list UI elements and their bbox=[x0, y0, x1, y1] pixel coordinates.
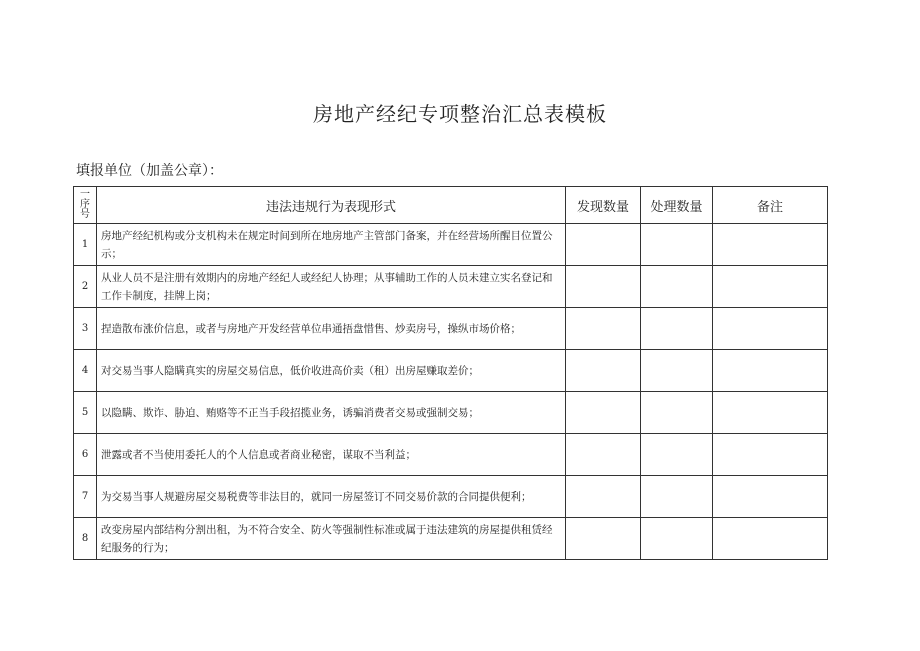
row-text: 改变房屋内部结构分割出租，为不符合安全、防火等强制性标准或属于违法建筑的房屋提供租赁经纪服务的行为； bbox=[97, 518, 566, 560]
found-cell[interactable] bbox=[566, 308, 641, 350]
handled-cell[interactable] bbox=[641, 224, 713, 266]
row-no: 5 bbox=[74, 392, 97, 434]
row-no: 1 bbox=[74, 224, 97, 266]
table-row bbox=[74, 308, 828, 350]
remarks-cell[interactable] bbox=[713, 266, 828, 308]
header-behavior: 违法违规行为表现形式 bbox=[97, 187, 566, 224]
row-no: 7 bbox=[74, 476, 97, 518]
handled-cell[interactable] bbox=[641, 476, 713, 518]
remarks-cell[interactable] bbox=[713, 224, 828, 266]
found-cell[interactable] bbox=[566, 434, 641, 476]
row-text: 房地产经纪机构或分支机构未在规定时间到所在地房地产主管部门备案，并在经营场所醒目位置公示； bbox=[97, 224, 566, 266]
handled-cell[interactable] bbox=[641, 392, 713, 434]
remarks-cell[interactable] bbox=[713, 434, 828, 476]
table-row bbox=[74, 224, 828, 266]
row-text: 以隐瞒、欺诈、胁迫、贿赂等不正当手段招揽业务，诱骗消费者交易或强制交易； bbox=[97, 392, 566, 434]
handled-cell[interactable] bbox=[641, 434, 713, 476]
header-no-label: 序号 bbox=[80, 199, 90, 220]
row-no: 2 bbox=[74, 266, 97, 308]
handled-cell[interactable] bbox=[641, 266, 713, 308]
found-cell[interactable] bbox=[566, 476, 641, 518]
table-row bbox=[74, 476, 828, 518]
header-remarks: 备注 bbox=[713, 187, 828, 224]
row-text: 从业人员不是注册有效期内的房地产经纪人或经纪人协理；从事辅助工作的人员未建立实名登记和工作卡制度，挂牌上岗； bbox=[97, 266, 566, 308]
row-no: 3 bbox=[74, 308, 97, 350]
table-row bbox=[74, 392, 828, 434]
table-row bbox=[74, 434, 828, 476]
row-no: 8 bbox=[74, 518, 97, 560]
row-text: 泄露或者不当使用委托人的个人信息或者商业秘密，谋取不当利益； bbox=[97, 434, 566, 476]
header-handled: 处理数量 bbox=[641, 187, 713, 224]
row-no: 6 bbox=[74, 434, 97, 476]
remarks-cell[interactable] bbox=[713, 518, 828, 560]
remarks-cell[interactable] bbox=[713, 308, 828, 350]
found-cell[interactable] bbox=[566, 392, 641, 434]
remarks-cell[interactable] bbox=[713, 350, 828, 392]
found-cell[interactable] bbox=[566, 266, 641, 308]
header-no-mark: 一 bbox=[80, 189, 90, 200]
remarks-cell[interactable] bbox=[713, 476, 828, 518]
reporting-unit-label: 填报单位（加盖公章）： bbox=[76, 163, 223, 179]
row-no: 4 bbox=[74, 350, 97, 392]
summary-table bbox=[73, 186, 828, 560]
found-cell[interactable] bbox=[566, 518, 641, 560]
row-text: 对交易当事人隐瞒真实的房屋交易信息，低价收进高价卖（租）出房屋赚取差价； bbox=[97, 350, 566, 392]
table-row bbox=[74, 518, 828, 560]
handled-cell[interactable] bbox=[641, 350, 713, 392]
row-text: 为交易当事人规避房屋交易税费等非法目的，就同一房屋签订不同交易价款的合同提供便利； bbox=[97, 476, 566, 518]
row-text: 捏造散布涨价信息，或者与房地产开发经营单位串通捂盘惜售、炒卖房号，操纵市场价格； bbox=[97, 308, 566, 350]
table-row bbox=[74, 266, 828, 308]
document-title: 房地产经纪专项整治汇总表模板 bbox=[313, 102, 607, 126]
found-cell[interactable] bbox=[566, 350, 641, 392]
table-row bbox=[74, 350, 828, 392]
handled-cell[interactable] bbox=[641, 308, 713, 350]
handled-cell[interactable] bbox=[641, 518, 713, 560]
header-found: 发现数量 bbox=[566, 187, 641, 224]
header-no bbox=[74, 187, 97, 224]
found-cell[interactable] bbox=[566, 224, 641, 266]
table-header-row bbox=[74, 187, 828, 224]
remarks-cell[interactable] bbox=[713, 392, 828, 434]
